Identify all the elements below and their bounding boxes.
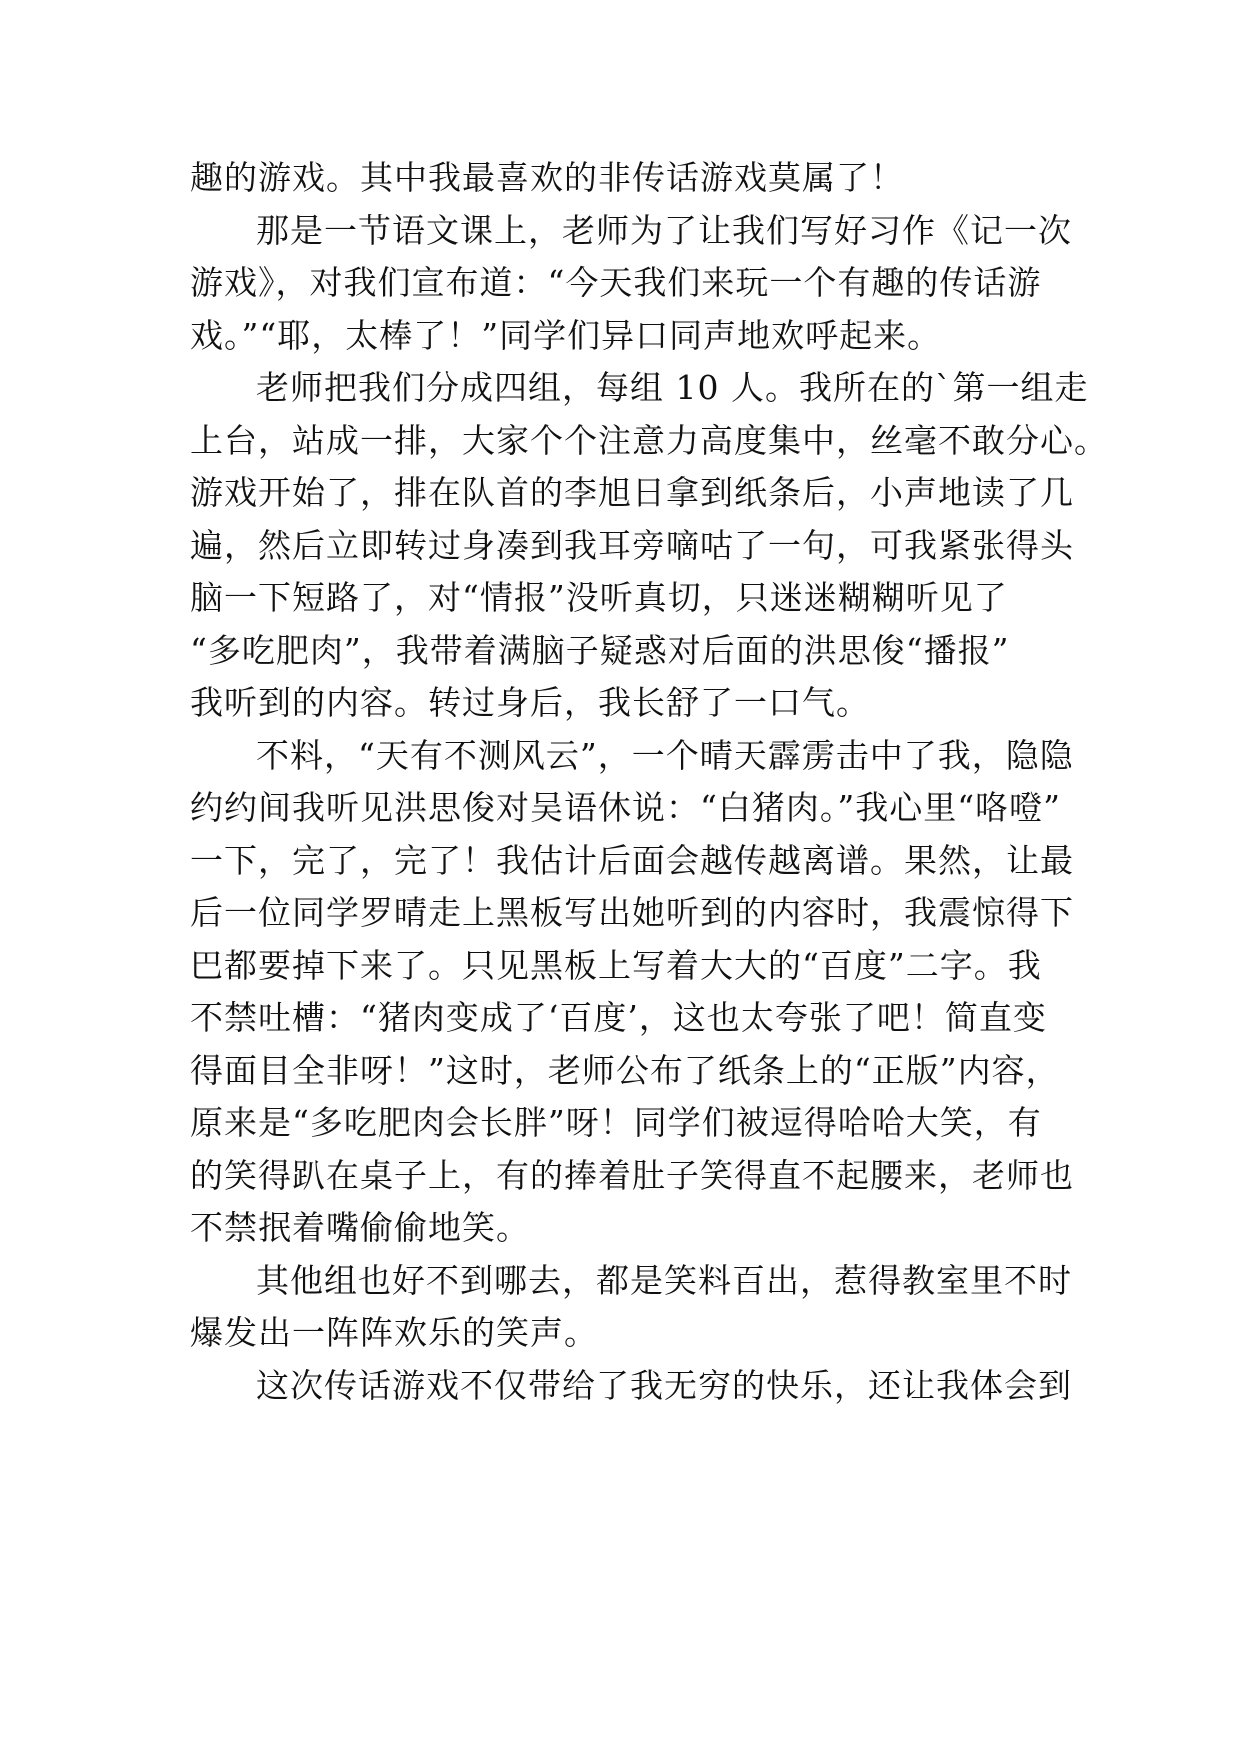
- essay-body: [190, 152, 1108, 1412]
- text-line: 遍，然后立即转过身凑到我耳旁嘀咕了一句，可我紧张得头: [190, 525, 1074, 565]
- text-line: 不禁吐槽：“猪肉变成了‘百度’，这也太夸张了吧！简直变: [190, 998, 1047, 1037]
- text-line: 爆发出一阵阵欢乐的笑声。: [190, 1313, 598, 1352]
- text-line: 其他组也好不到哪去，都是笑料百出，惹得教室里不时: [256, 1260, 1072, 1300]
- text-line: 游戏》，对我们宣布道：“今天我们来玩一个有趣的传话游: [190, 263, 1042, 302]
- text-line: 上台，站成一排，大家个个注意力高度集中，丝毫不敢分心。: [190, 420, 1108, 460]
- text-line: 趣的游戏。其中我最喜欢的非传话游戏莫属了！: [190, 158, 904, 197]
- text-line: 原来是“多吃肥肉会长胖”呀！同学们被逗得哈哈大笑，有: [190, 1103, 1042, 1142]
- text-line: 老师把我们分成四组，每组 10 人。我所在的`第一组走: [256, 368, 1089, 407]
- text-line: 那是一节语文课上，老师为了让我们写好习作《记一次: [256, 210, 1072, 250]
- text-line: 一下，完了，完了！我估计后面会越传越离谱。果然，让最: [190, 840, 1074, 880]
- text-line: 约约间我听见洪思俊对吴语休说：“白猪肉。”我心里“咯噔”: [190, 788, 1061, 827]
- text-line: 不料，“天有不测风云”，一个晴天霹雳击中了我，隐隐: [256, 735, 1074, 775]
- text-line: 我听到的内容。转过身后，我长舒了一口气。: [190, 683, 870, 722]
- text-line: 游戏开始了，排在队首的李旭日拿到纸条后，小声地读了几: [190, 473, 1074, 512]
- text-line: 的笑得趴在桌子上，有的捧着肚子笑得直不起腰来，老师也: [190, 1155, 1074, 1195]
- text-line: 不禁抿着嘴偷偷地笑。: [190, 1208, 530, 1247]
- text-line: 得面目全非呀！”这时，老师公布了纸条上的“正版”内容，: [190, 1050, 1060, 1090]
- text-line: “多吃肥肉”，我带着满脑子疑惑对后面的洪思俊“播报”: [190, 630, 1010, 670]
- text-line: 戏。”“耶，太棒了！”同学们异口同声地欢呼起来。: [190, 315, 942, 355]
- text-line: 这次传话游戏不仅带给了我无穷的快乐，还让我体会到: [256, 1365, 1072, 1405]
- text-line: 后一位同学罗晴走上黑板写出她听到的内容时，我震惊得下: [190, 893, 1074, 932]
- text-line: 巴都要掉下来了。只见黑板上写着大大的“百度”二字。我: [190, 945, 1042, 985]
- text-line: 脑一下短路了，对“情报”没听真切，只迷迷糊糊听见了: [190, 578, 1008, 617]
